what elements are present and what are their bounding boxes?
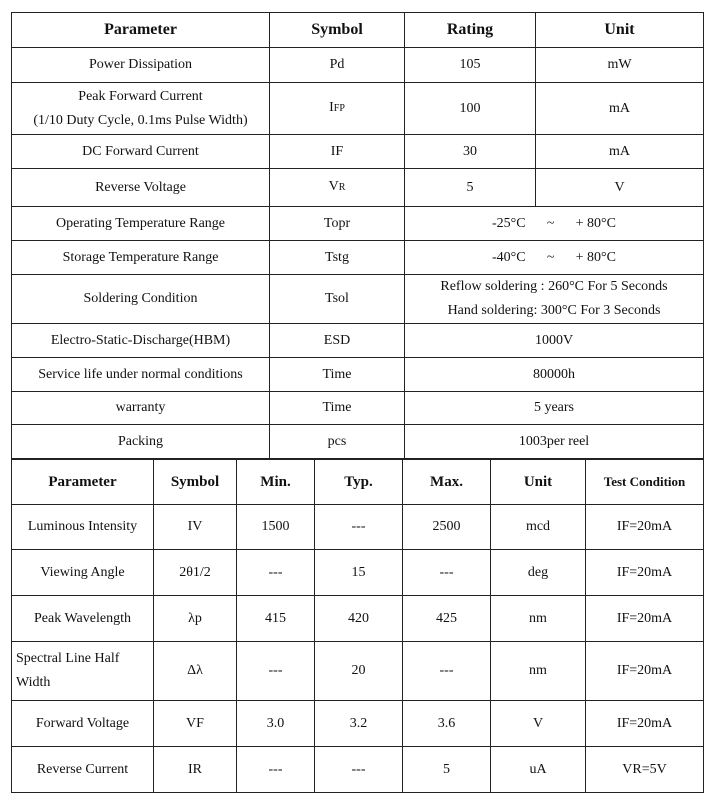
param-line: Spectral Line Half <box>16 651 120 666</box>
param-cell: DC Forward Current <box>12 135 270 169</box>
unit-cell: mA <box>536 135 704 169</box>
typ-cell: 20 <box>315 642 403 701</box>
param-cell: Forward Voltage <box>12 701 154 747</box>
min-cell: 415 <box>237 596 315 642</box>
table-row <box>12 48 704 83</box>
typ-cell: 3.2 <box>315 701 403 747</box>
param-cell: Reverse Current <box>12 747 154 793</box>
condition-cell: IF=20mA <box>586 701 704 747</box>
param-line: (1/10 Duty Cycle, 0.1ms Pulse Width) <box>33 112 248 128</box>
symbol-cell: Tsol <box>270 275 405 324</box>
unit-cell: nm <box>491 596 586 642</box>
value-cell: 1000V <box>405 324 704 358</box>
value-cell: 80000h <box>405 358 704 392</box>
range-from: -40°C <box>492 249 526 265</box>
max-cell: 2500 <box>403 505 491 550</box>
symbol-cell: Δλ <box>154 642 237 701</box>
param-cell: Service life under normal conditions <box>12 358 270 392</box>
min-cell: --- <box>237 642 315 701</box>
soldering-cell <box>405 275 704 324</box>
table-row <box>12 207 704 241</box>
table-header-row <box>12 459 704 505</box>
soldering-line: Reflow soldering : 260°C For 5 Seconds <box>440 279 668 294</box>
unit-cell: V <box>536 169 704 207</box>
condition-cell: IF=20mA <box>586 550 704 596</box>
range-to: + 80°C <box>575 249 616 265</box>
table-row <box>12 642 704 701</box>
symbol-cell: IR <box>154 747 237 793</box>
max-cell: 5 <box>403 747 491 793</box>
symbol-cell: IF <box>270 135 405 169</box>
unit-cell: mA <box>536 83 704 135</box>
condition-cell: IF=20mA <box>586 642 704 701</box>
typ-cell: 15 <box>315 550 403 596</box>
table-row <box>12 550 704 596</box>
param-cell: Luminous Intensity <box>12 505 154 550</box>
symbol-cell: Time <box>270 358 405 392</box>
typ-cell: --- <box>315 505 403 550</box>
table-row <box>12 135 704 169</box>
param-cell: Electro-Static-Discharge(HBM) <box>12 324 270 358</box>
header-unit: Unit <box>536 13 704 48</box>
absolute-maximum-ratings-table <box>11 12 704 460</box>
range-tilde: ~ <box>546 249 555 265</box>
table-row <box>12 358 704 392</box>
unit-cell: uA <box>491 747 586 793</box>
symbol-cell <box>270 169 405 207</box>
param-cell: Storage Temperature Range <box>12 241 270 275</box>
max-cell: 425 <box>403 596 491 642</box>
symbol-cell: 2θ1/2 <box>154 550 237 596</box>
rating-cell: 100 <box>405 83 536 135</box>
range-tilde: ~ <box>546 215 555 231</box>
table-row <box>12 701 704 747</box>
symbol-cell: Tstg <box>270 241 405 275</box>
value-cell: 5 years <box>405 392 704 425</box>
table-row <box>12 169 704 207</box>
unit-cell: mW <box>536 48 704 83</box>
symbol-cell: VF <box>154 701 237 747</box>
param-cell: Reverse Voltage <box>12 169 270 207</box>
condition-cell: IF=20mA <box>586 596 704 642</box>
symbol-cell: Time <box>270 392 405 425</box>
max-cell: 3.6 <box>403 701 491 747</box>
table-row <box>12 505 704 550</box>
range-from: -25°C <box>492 215 526 231</box>
param-cell: Peak Wavelength <box>12 596 154 642</box>
rating-cell: 105 <box>405 48 536 83</box>
range-cell <box>405 207 704 241</box>
unit-cell: nm <box>491 642 586 701</box>
rating-cell: 5 <box>405 169 536 207</box>
header-parameter: Parameter <box>12 13 270 48</box>
header-parameter: Parameter <box>12 459 154 505</box>
range-to: + 80°C <box>575 215 616 231</box>
table-row <box>12 275 704 324</box>
header-rating: Rating <box>405 13 536 48</box>
symbol-main: V <box>328 179 339 194</box>
table-row <box>12 392 704 425</box>
table-row <box>12 596 704 642</box>
header-typ: Typ. <box>315 459 403 505</box>
table-row <box>12 241 704 275</box>
condition-cell: VR=5V <box>586 747 704 793</box>
header-test-condition: Test Condition <box>586 459 704 505</box>
table-row <box>12 83 704 135</box>
param-cell <box>12 83 270 135</box>
symbol-cell: IV <box>154 505 237 550</box>
table-row <box>12 324 704 358</box>
symbol-cell <box>270 83 405 135</box>
param-line: Width <box>16 675 51 690</box>
symbol-cell: λp <box>154 596 237 642</box>
param-cell: Soldering Condition <box>12 275 270 324</box>
range-cell <box>405 241 704 275</box>
param-cell: Power Dissipation <box>12 48 270 83</box>
symbol-cell: Pd <box>270 48 405 83</box>
symbol-subscript: FP <box>333 103 345 114</box>
min-cell: --- <box>237 550 315 596</box>
param-cell: Operating Temperature Range <box>12 207 270 241</box>
min-cell: --- <box>237 747 315 793</box>
typ-cell: --- <box>315 747 403 793</box>
symbol-main: I <box>329 100 334 115</box>
table-row <box>12 747 704 793</box>
header-max: Max. <box>403 459 491 505</box>
min-cell: 3.0 <box>237 701 315 747</box>
typ-cell: 420 <box>315 596 403 642</box>
header-min: Min. <box>237 459 315 505</box>
max-cell: --- <box>403 642 491 701</box>
param-cell <box>12 642 154 701</box>
header-symbol: Symbol <box>154 459 237 505</box>
symbol-cell: ESD <box>270 324 405 358</box>
symbol-cell: pcs <box>270 425 405 460</box>
param-cell: Packing <box>12 425 270 460</box>
symbol-subscript: R <box>338 182 346 193</box>
param-cell: warranty <box>12 392 270 425</box>
electrical-optical-characteristics-table <box>11 458 704 793</box>
value-cell: 1003per reel <box>405 425 704 460</box>
header-symbol: Symbol <box>270 13 405 48</box>
min-cell: 1500 <box>237 505 315 550</box>
soldering-line: Hand soldering: 300°C For 3 Seconds <box>447 303 661 318</box>
max-cell: --- <box>403 550 491 596</box>
symbol-cell: Topr <box>270 207 405 241</box>
condition-cell: IF=20mA <box>586 505 704 550</box>
header-unit: Unit <box>491 459 586 505</box>
rating-cell: 30 <box>405 135 536 169</box>
param-line: Peak Forward Current <box>78 88 203 104</box>
unit-cell: V <box>491 701 586 747</box>
unit-cell: deg <box>491 550 586 596</box>
param-cell: Viewing Angle <box>12 550 154 596</box>
table-row <box>12 425 704 460</box>
unit-cell: mcd <box>491 505 586 550</box>
table-header-row <box>12 13 704 48</box>
